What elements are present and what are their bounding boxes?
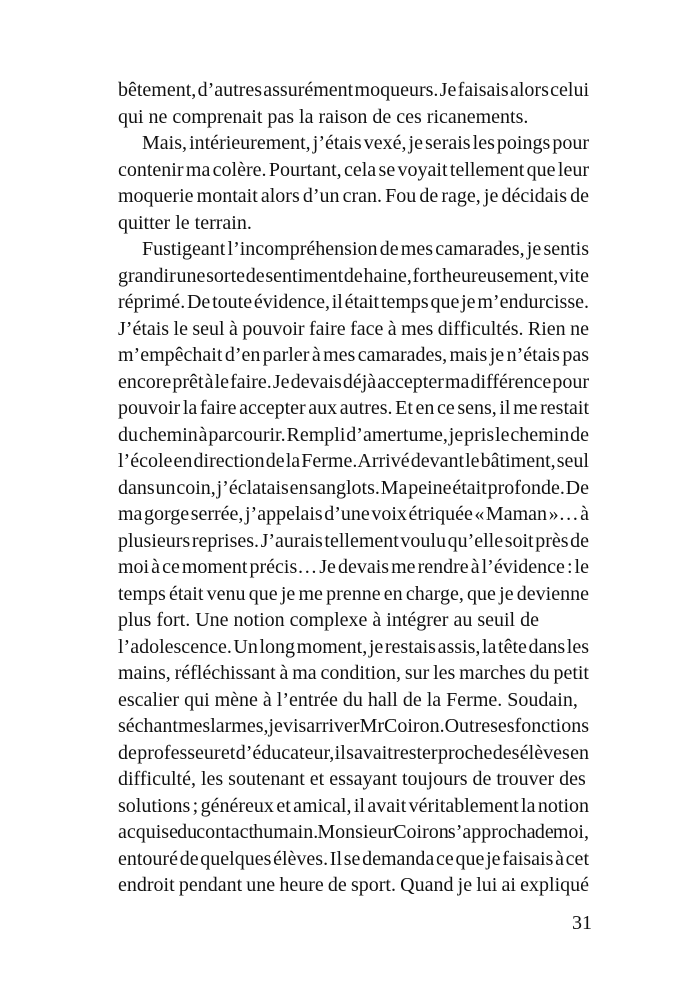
text-line: moquerie montait alors d’un cran. Fou de rage, je décidais de bbox=[118, 185, 589, 207]
text-line: qui ne comprenait pas la raison de ces ricanements. bbox=[118, 105, 529, 128]
text-line: l’adolescence. Un long moment, je restais assis, la tête dans les bbox=[118, 635, 589, 658]
text-line: m’empêchait d’en parler à mes camarades, mais je n’étais pas bbox=[118, 344, 590, 366]
text-line: contenir ma colère. Pourtant, cela se voyait tellement que leur bbox=[118, 158, 589, 181]
text-line: grandir une sorte de sentiment de haine, fort heureusement, vite bbox=[118, 264, 589, 287]
text-line: du chemin à parcourir. Rempli d’amertume, je pris le chemin de bbox=[118, 423, 589, 446]
text-line: séchant mes larmes, je vis arriver Mr Coiron. Outre ses fonctions bbox=[118, 715, 589, 737]
text-line: pouvoir la faire accepter aux autres. Et en ce sens, il me restait bbox=[118, 397, 589, 419]
text-line: plusieurs reprises. J’aurais tellement voulu qu’elle soit près de bbox=[118, 529, 589, 552]
text-line: Fustigeant l’incompréhension de mes camarades, je sentis bbox=[142, 238, 589, 260]
text-line: l’école en direction de la Ferme. Arrivé devant le bâtiment, seul bbox=[118, 450, 589, 472]
text-line: endroit pendant une heure de sport. Quand je lui ai expliqué bbox=[118, 874, 590, 896]
text-line: difficulté, les soutenant et essayant toujours de trouver des bbox=[118, 768, 586, 790]
text-line: de professeur et d’éducateur, il savait rester proche des élèves en bbox=[118, 741, 589, 764]
text-line: temps était venu que je me prenne en charge, que je devienne bbox=[118, 582, 589, 605]
text-line: dans un coin, j’éclatais en sanglots. Ma peine était profonde. De bbox=[118, 476, 589, 499]
text-line: escalier qui mène à l’entrée du hall de la Ferme. Soudain, bbox=[118, 688, 578, 711]
text-line: plus fort. Une notion complexe à intégrer au seuil de bbox=[118, 609, 539, 631]
text-line: Mais, intérieurement, j’étais vexé, je serais les poings pour bbox=[142, 132, 589, 154]
text-line: acquise du contact humain. Monsieur Coiron s’approcha de moi, bbox=[118, 821, 589, 843]
text-line: quitter le terrain. bbox=[118, 211, 252, 234]
text-line: moi à ce moment précis… Je devais me rendre à l’évidence : le bbox=[118, 556, 589, 578]
body-text bbox=[118, 77, 589, 899]
text-line: encore prêt à le faire. Je devais déjà accepter ma différence pour bbox=[118, 370, 589, 393]
text-line: entouré de quelques élèves. Il se demanda ce que je faisais à cet bbox=[118, 847, 589, 870]
text-line: J’étais le seul à pouvoir faire face à mes difficultés. Rien ne bbox=[118, 317, 589, 340]
text-line: bêtement, d’autres assurément moqueurs. Je faisais alors celui bbox=[118, 79, 589, 101]
page-number: 31 bbox=[572, 912, 592, 934]
text-line: ma gorge serrée, j’appelais d’une voix étriquée « Maman »… à bbox=[118, 503, 589, 525]
text-line: réprimé. De toute évidence, il était temps que je m’endurcisse. bbox=[118, 291, 589, 313]
text-line: solutions ; généreux et amical, il avait véritablement la notion bbox=[118, 794, 590, 817]
text-line: mains, réfléchissant à ma condition, sur les marches du petit bbox=[118, 662, 589, 684]
